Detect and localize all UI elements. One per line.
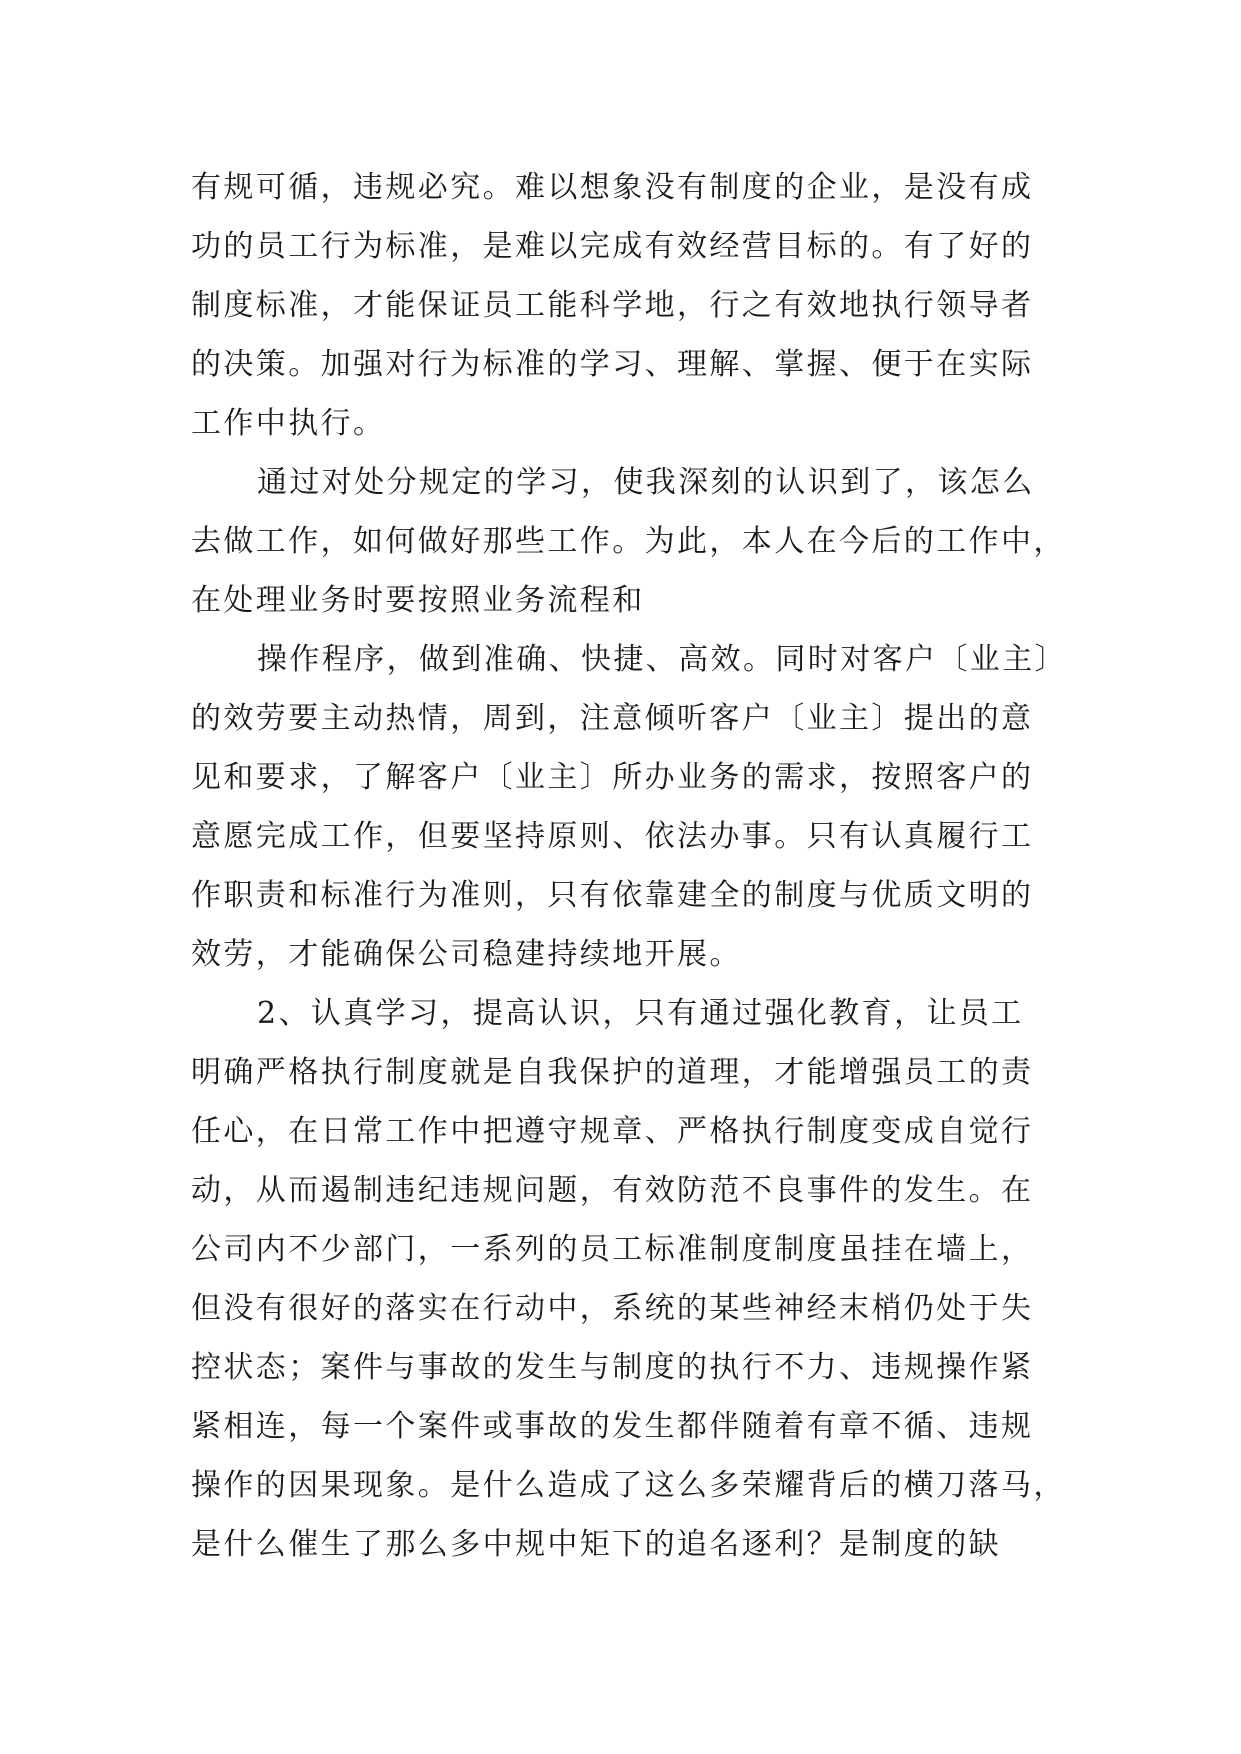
paragraph-first-line: 操作程序，做到准确、快捷、高效。同时对客户〔业主〕 [257, 642, 1067, 677]
text-line: 动，从而遏制违纪违规问题，有效防范不良事件的发生。在 [191, 1173, 1034, 1208]
text-line: 在处理业务时要按照业务流程和 [191, 583, 645, 618]
body-text [191, 158, 1067, 1574]
text-line: 制度标准，才能保证员工能科学地，行之有效地执行领导者 [191, 288, 1034, 323]
text-line: 的效劳要主动热情，周到，注意倾听客户〔业主〕提出的意 [191, 701, 1034, 736]
text-line: 去做工作，如何做好那些工作。为此，本人在今后的工作中， [191, 524, 1066, 559]
text-line: 的决策。加强对行为标准的学习、理解、掌握、便于在实际 [191, 347, 1034, 382]
text-line: 操作的因果现象。是什么造成了这么多荣耀背后的横刀落马， [191, 1468, 1066, 1503]
text-line: 见和要求，了解客户〔业主〕所办业务的需求，按照客户的 [191, 760, 1034, 795]
paragraph-first-line: 通过对处分规定的学习，使我深刻的认识到了，该怎么 [257, 465, 1035, 500]
paragraph-first-line: 2、认真学习，提高认识，只有通过强化教育，让员工 [257, 996, 1024, 1031]
text-line: 工作中执行。 [191, 406, 386, 441]
text-line: 作职责和标准行为准则，只有依靠建全的制度与优质文明的 [191, 878, 1034, 913]
text-line: 紧相连，每一个案件或事故的发生都伴随着有章不循、违规 [191, 1409, 1034, 1444]
text-line: 功的员工行为标准，是难以完成有效经营目标的。有了好的 [191, 229, 1034, 264]
text-line: 有规可循，违规必究。难以想象没有制度的企业，是没有成 [191, 170, 1034, 205]
text-line: 明确严格执行制度就是自我保护的道理，才能增强员工的责 [191, 1055, 1034, 1090]
text-line: 控状态；案件与事故的发生与制度的执行不力、违规操作紧 [191, 1350, 1034, 1385]
text-line: 是什么催生了那么多中规中矩下的追名逐利？是制度的缺 [191, 1527, 1001, 1562]
text-line: 但没有很好的落实在行动中，系统的某些神经末梢仍处于失 [191, 1291, 1034, 1326]
text-line: 任心，在日常工作中把遵守规章、严格执行制度变成自觉行 [191, 1114, 1034, 1149]
text-line: 意愿完成工作，但要坚持原则、依法办事。只有认真履行工 [191, 819, 1034, 854]
text-line: 效劳，才能确保公司稳建持续地开展。 [191, 937, 742, 972]
text-line: 公司内不少部门，一系列的员工标准制度制度虽挂在墙上， [191, 1232, 1034, 1267]
